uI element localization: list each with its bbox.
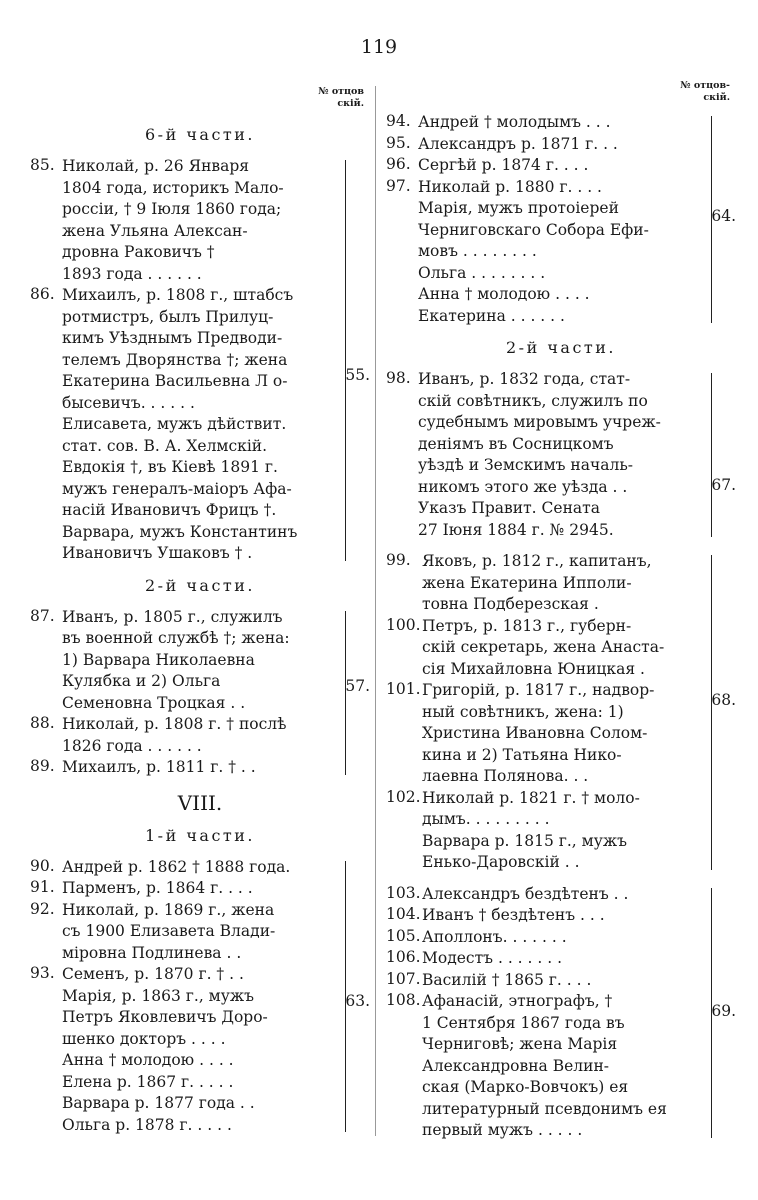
genealogy-entry (30, 878, 344, 900)
entry-lines (62, 156, 344, 285)
genealogy-entry (30, 714, 344, 757)
entry-line: Парменъ, р. 1864 г. . . . (62, 879, 253, 897)
entry-number: 108. (386, 991, 421, 1009)
left-column-note-text: № отцов скій. (318, 86, 364, 109)
entry-line: въ военной службѣ †; жена: (62, 629, 290, 647)
entry-line: 1804 года, историкъ Мало- (62, 178, 284, 197)
entry-line: скій совѣтникъ, служилъ по (418, 391, 648, 410)
entry-line: Ольга р. 1878 г. . . . . (62, 1115, 232, 1134)
entry-line: съ 1900 Елизавета Влади- (62, 922, 276, 940)
entry-number: 87. (30, 606, 55, 625)
genealogy-entry (386, 991, 710, 1142)
entry-number: 107. (386, 969, 421, 988)
entry-line: никомъ этого же уѣзда . . (418, 477, 628, 496)
genealogy-entry (386, 884, 710, 906)
entry-line: міровна Подлинева . . (62, 943, 242, 962)
entry-line: Михаилъ, р. 1811 г. † . . (62, 758, 256, 776)
entry-lines (422, 616, 710, 681)
entry-line: жена Екатерина Ипполи- (422, 573, 632, 592)
entry-number: 85. (30, 156, 55, 174)
entry-lines (62, 714, 344, 757)
genealogy-entry (386, 905, 710, 927)
entry-number: 86. (30, 285, 55, 303)
entry-line: Андрей р. 1862 † 1888 года. (62, 857, 291, 876)
entry-number: 99. (386, 551, 411, 569)
section-heading: 1-й части. (144, 825, 255, 845)
entry-line: телемъ Дворянства †; жена (62, 350, 288, 369)
entry-number: 98. (386, 369, 411, 387)
entry-line: Николай р. 1821 г. † моло- (422, 788, 640, 807)
genealogy-entry (386, 680, 710, 788)
entry-lines (418, 177, 710, 328)
entry-line: Михаилъ, р. 1808 г., штабсъ (62, 286, 294, 304)
left-column (30, 86, 370, 1146)
entry-line: 1826 года . . . . . . (62, 736, 202, 755)
entry-line: 1893 года . . . . . . (62, 264, 202, 283)
entry-line: Кулябка и 2) Ольга (62, 672, 221, 690)
entry-group (386, 551, 736, 874)
entry-line: Модестъ . . . . . . . (422, 949, 563, 967)
group-number: 63. (345, 991, 370, 1010)
genealogy-entry (386, 948, 710, 970)
entry-number: 95. (386, 133, 411, 152)
entry-line: жена Ульяна Алексан- (62, 221, 248, 240)
entry-number: 103. (386, 883, 421, 902)
entry-group (386, 112, 736, 327)
entry-line: Николай, р. 1869 г., жена (62, 900, 275, 919)
entry-lines (62, 964, 344, 1136)
entry-lines (422, 948, 710, 970)
entry-line: бысевичъ. . . . . . (62, 393, 195, 412)
entry-lines (418, 155, 710, 177)
entry-line: Елена р. 1867 г. . . . . (62, 1072, 234, 1091)
entry-number: 88. (30, 714, 55, 732)
entry-number: 93. (30, 964, 55, 982)
entry-line: Иванъ † бездѣтенъ . . . (422, 906, 605, 924)
roman-heading: VIII. (177, 790, 223, 815)
entry-line: россіи, † 9 Іюля 1860 года; (62, 200, 282, 218)
entry-lines (422, 927, 710, 949)
entry-line: Николай р. 1880 г. . . . (418, 177, 602, 196)
entry-number: 96. (386, 155, 411, 173)
entry-lines (62, 900, 344, 965)
group-number: 68. (711, 691, 736, 709)
entry-number: 104. (386, 905, 421, 923)
entry-line: мужъ генералъ-маіоръ Афа- (62, 479, 292, 498)
genealogy-entry (386, 134, 710, 156)
entry-number: 102. (386, 787, 421, 806)
group-number: 69. (711, 1001, 736, 1020)
entry-line: дровна Раковичъ † (62, 243, 215, 261)
page-number: 119 (360, 36, 398, 58)
genealogy-entry (30, 900, 344, 965)
entry-line: кина и 2) Татьяна Нико- (422, 745, 622, 764)
entry-line: Евдокія †, въ Кіевѣ 1891 г. (62, 458, 278, 476)
genealogy-entry (386, 551, 710, 616)
entry-line: литературный псевдонимъ ея (422, 1099, 667, 1118)
entry-lines (422, 970, 710, 992)
entry-number: 91. (30, 878, 55, 896)
left-column-note (30, 86, 370, 118)
entry-line: Александровна Велин- (422, 1056, 610, 1075)
entry-line: Иванъ, р. 1832 года, стат- (418, 370, 631, 388)
entry-group (30, 156, 370, 565)
entry-line: Семеновна Троцкая . . (62, 693, 246, 712)
entry-number: 105. (386, 926, 421, 945)
entry-line: Елисавета, мужъ дѣйствит. (62, 415, 287, 433)
entry-line: Петръ Яковлевичъ Доро- (62, 1008, 268, 1026)
entry-line: Екатерина Васильевна Л о- (62, 372, 288, 390)
genealogy-entry (386, 616, 710, 681)
entry-lines (422, 905, 710, 927)
genealogy-entry (386, 927, 710, 949)
entry-line: 1 Сентября 1867 года въ (422, 1013, 625, 1032)
entry-line: стат. сов. В. А. Хелмскій. (62, 436, 268, 455)
entry-number: 90. (30, 856, 55, 875)
entry-line: Николай, р. 26 Января (62, 157, 250, 175)
entry-line: ный совѣтникъ, жена: 1) (422, 702, 624, 721)
right-column (386, 80, 736, 1152)
entry-line: Петръ, р. 1813 г., губерн- (422, 616, 632, 635)
entry-line: Семенъ, р. 1870 г. † . . (62, 965, 244, 983)
entry-line: ротмистръ, былъ Прилуц- (62, 307, 274, 326)
entry-line: 1) Варвара Николаевна (62, 650, 255, 669)
entry-line: Афанасій, этнографъ, † (422, 992, 613, 1010)
section-heading: 2-й части. (144, 575, 255, 595)
entry-group (386, 884, 736, 1142)
entry-line: дымъ. . . . . . . . . (422, 810, 550, 828)
entry-line: товна Подберезская . (422, 595, 599, 613)
entry-line: Николай, р. 1808 г. † послѣ (62, 715, 287, 733)
entry-lines (62, 285, 344, 565)
entry-line: Ивановичъ Ушаковъ † . (62, 544, 253, 562)
entry-line: ская (Марко-Вовчокъ) ея (422, 1078, 629, 1096)
genealogy-entry (386, 369, 736, 541)
entry-lines (62, 857, 344, 879)
entry-line: деніямъ въ Сосницкомъ (418, 434, 614, 453)
entry-line: Марія, р. 1863 г., мужъ (62, 986, 254, 1005)
entry-number: 92. (30, 899, 55, 918)
entry-line: Христина Ивановна Солом- (422, 724, 648, 742)
entry-line: 27 Іюня 1884 г. № 2945. (418, 520, 614, 539)
entry-lines (422, 991, 710, 1142)
entry-lines (62, 757, 344, 779)
entry-line: Указъ Правит. Сената (418, 499, 600, 517)
entry-line: Черниговскаго Собора Ефи- (418, 220, 649, 239)
group-number: 57. (345, 676, 370, 695)
entry-number: 97. (386, 176, 411, 195)
entry-lines (418, 369, 710, 541)
entry-lines (418, 112, 710, 134)
entry-line: Енько-Даровскій . . (422, 853, 580, 871)
genealogy-entry (386, 155, 710, 177)
entry-number: 89. (30, 757, 55, 775)
entry-line: Анна † молодою . . . . (62, 1051, 234, 1069)
entry-line: Варвара р. 1877 года . . (62, 1094, 255, 1112)
entry-group (30, 857, 370, 1137)
entry-line: Марія, мужъ протоіерей (418, 199, 619, 217)
entry-line: Александръ р. 1871 г. . . (418, 134, 618, 153)
entry-line: шенко докторъ . . . . (62, 1029, 226, 1048)
entry-line: судебнымъ мировымъ учреж- (418, 413, 661, 431)
entry-lines (62, 607, 344, 715)
entry-line: Анна † молодою . . . . (418, 285, 590, 303)
genealogy-entry (30, 757, 344, 779)
entry-number: 101. (386, 680, 421, 698)
right-column-note-text: № отцов- скій. (680, 80, 730, 103)
entry-line: мовъ . . . . . . . . (418, 242, 537, 260)
entry-line: Василій † 1865 г. . . . (422, 970, 592, 989)
entry-lines (62, 878, 344, 900)
genealogy-entry (30, 156, 344, 285)
genealogy-entry (386, 177, 710, 328)
entry-number: 100. (386, 615, 421, 634)
entry-number: 94. (386, 112, 411, 130)
entry-line: Варвара, мужъ Константинъ (62, 522, 298, 541)
genealogy-entry (30, 607, 344, 715)
entry-lines (422, 788, 710, 874)
entry-lines (422, 551, 710, 616)
entry-line: уѣздѣ и Земскимъ началь- (418, 456, 634, 474)
group-number: 67. (711, 476, 736, 494)
entry-line: Екатерина . . . . . . (418, 306, 565, 325)
entry-line: Варвара р. 1815 г., мужъ (422, 831, 627, 850)
entry-line: лаевна Полянова. . . (422, 767, 589, 785)
entry-line: Сергѣй р. 1874 г. . . . (418, 156, 589, 174)
section-heading: 2-й части. (505, 338, 616, 357)
entry-lines (418, 134, 710, 156)
entry-line: Ольга . . . . . . . . (418, 263, 546, 282)
genealogy-entry (30, 285, 344, 565)
entry-line: кимъ Уѣзднымъ Предводи- (62, 329, 283, 347)
entry-lines (422, 884, 710, 906)
entry-line: Аполлонъ. . . . . . . (422, 927, 567, 946)
entry-line: Черниговѣ; жена Марія (422, 1035, 618, 1053)
entry-line: Андрей † молодымъ . . . (418, 113, 611, 131)
entry-lines (422, 680, 710, 788)
right-column-note (386, 80, 736, 112)
genealogy-entry (30, 857, 344, 879)
entry-line: Александръ бездѣтенъ . . (422, 884, 629, 903)
group-number: 64. (711, 207, 736, 225)
column-divider (375, 86, 376, 1136)
entry-group-plain (386, 369, 736, 541)
group-number: 55. (345, 366, 370, 384)
entry-line: первый мужъ . . . . . (422, 1121, 583, 1139)
genealogy-entry (30, 964, 344, 1136)
genealogy-entry (386, 112, 710, 134)
genealogy-entry (386, 970, 710, 992)
entry-group (30, 607, 370, 779)
section-heading: 6-й части. (144, 125, 255, 144)
entry-line: сія Михайловна Юницкая . (422, 659, 645, 678)
genealogy-entry (386, 788, 710, 874)
entry-line: Григорій, р. 1817 г., надвор- (422, 681, 655, 699)
entry-line: Яковъ, р. 1812 г., капитанъ, (422, 552, 652, 570)
entry-number: 106. (386, 948, 421, 966)
entry-line: скій секретарь, жена Анаста- (422, 638, 665, 656)
entry-line: насій Ивановичъ Фрицъ †. (62, 501, 277, 519)
entry-line: Иванъ, р. 1805 г., служилъ (62, 607, 283, 626)
